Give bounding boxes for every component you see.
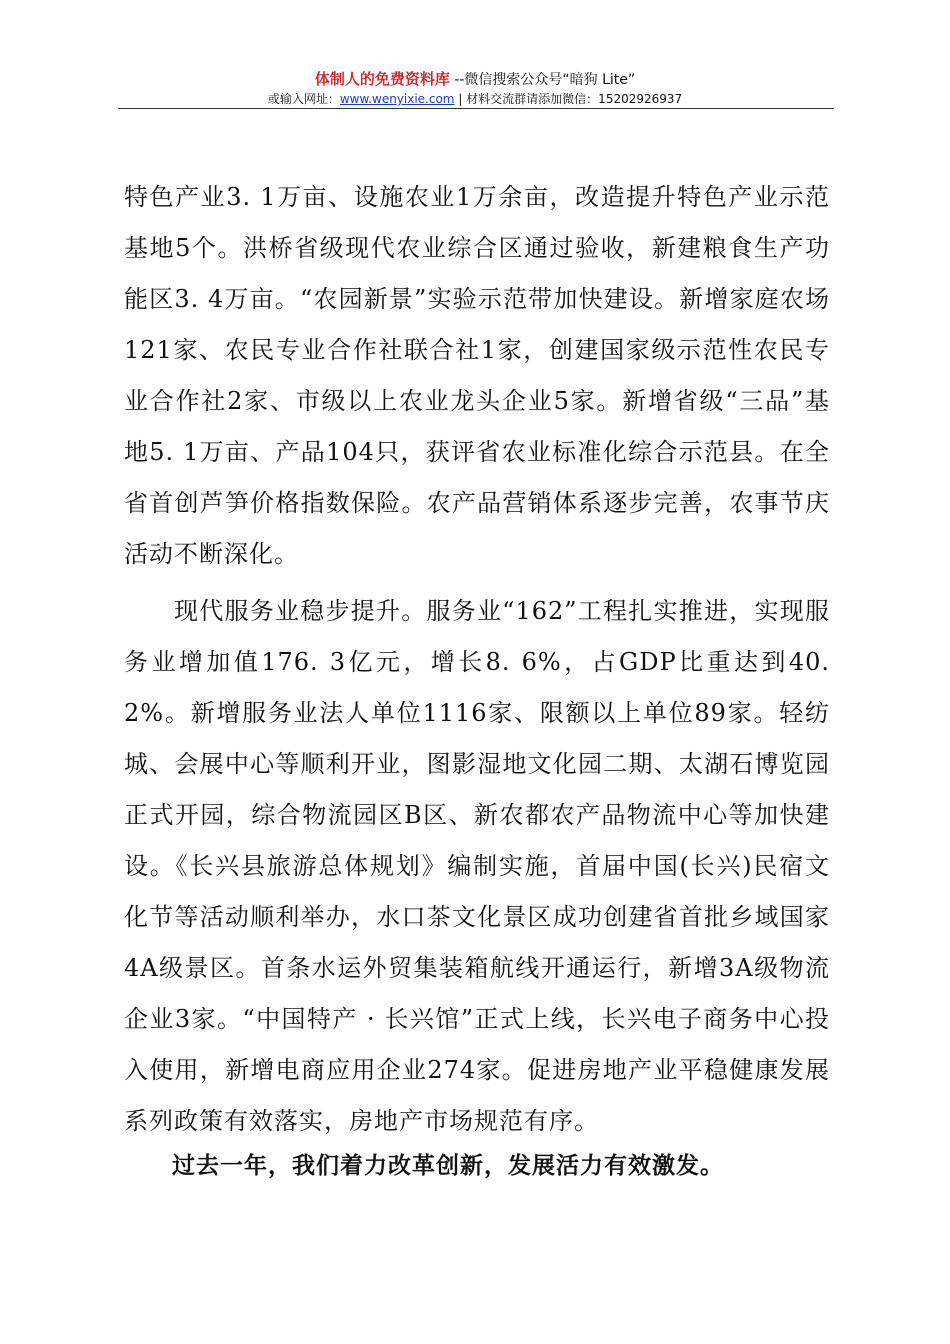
page-header	[0, 70, 950, 108]
section-heading: 过去一年，我们着力改革创新，发展活力有效激发。	[172, 1153, 724, 1179]
header-divider	[118, 108, 834, 109]
header-line-1	[0, 70, 950, 89]
document-body	[124, 172, 830, 1147]
body-paragraph-1: 特色产业3. 1万亩、设施农业1万余亩，改造提升特色产业示范基地5个。洪桥省级现代农业综合区通过验收，新建粮食生产功能区3. 4万亩。“农园新景”实验示范带加快建设。新增家庭农场121家、农民专业合作社联合社1家，创建国家级示范性农民专业合作社2家、市级以上农业龙头企业5家。新增省级“三品”基地5. 1万亩、产品104只，获评省农业标准化综合示范县。在全省首创芦笋价格指数保险。农产品营销体系逐步完善，农事节庆活动不断深化。	[124, 183, 830, 568]
header-wechat-note: --微信搜索公众号“暗狗 Lite”	[454, 72, 636, 88]
body-paragraph-2: 现代服务业稳步提升。服务业“162”工程扎实推进，实现服务业增加值176. 3亿元，增长8. 6%，占GDP比重达到40. 2%。新增服务业法人单位1116家、限额以上单位89家。轻纺城、会展中心等顺利开业，图影湿地文化园二期、太湖石博览园正式开园，综合物流园区B区、新农都农产品物流中心等加快建设。《长兴县旅游总体规划》编制实施，首届中国(长兴)民宿文化节等活动顺利举办，水口茶文化景区成功创建省首批乡域国家4A级景区。首条水运外贸集装箱航线开通运行，新增3A级物流企业3家。“中国特产 · 长兴馆”正式上线，长兴电子商务中心投入使用，新增电商应用企业274家。促进房地产业平稳健康发展系列政策有效落实，房地产市场规范有序。	[124, 597, 830, 1135]
header-url-prefix: 或输入网址：	[267, 92, 340, 106]
header-contact: | 材料交流群请添加微信：15202926937	[458, 92, 683, 106]
header-title: 体制人的免费资料库	[314, 70, 450, 88]
header-line-2	[0, 91, 950, 108]
header-website-link[interactable]: www.wenyixie.com	[339, 92, 455, 106]
